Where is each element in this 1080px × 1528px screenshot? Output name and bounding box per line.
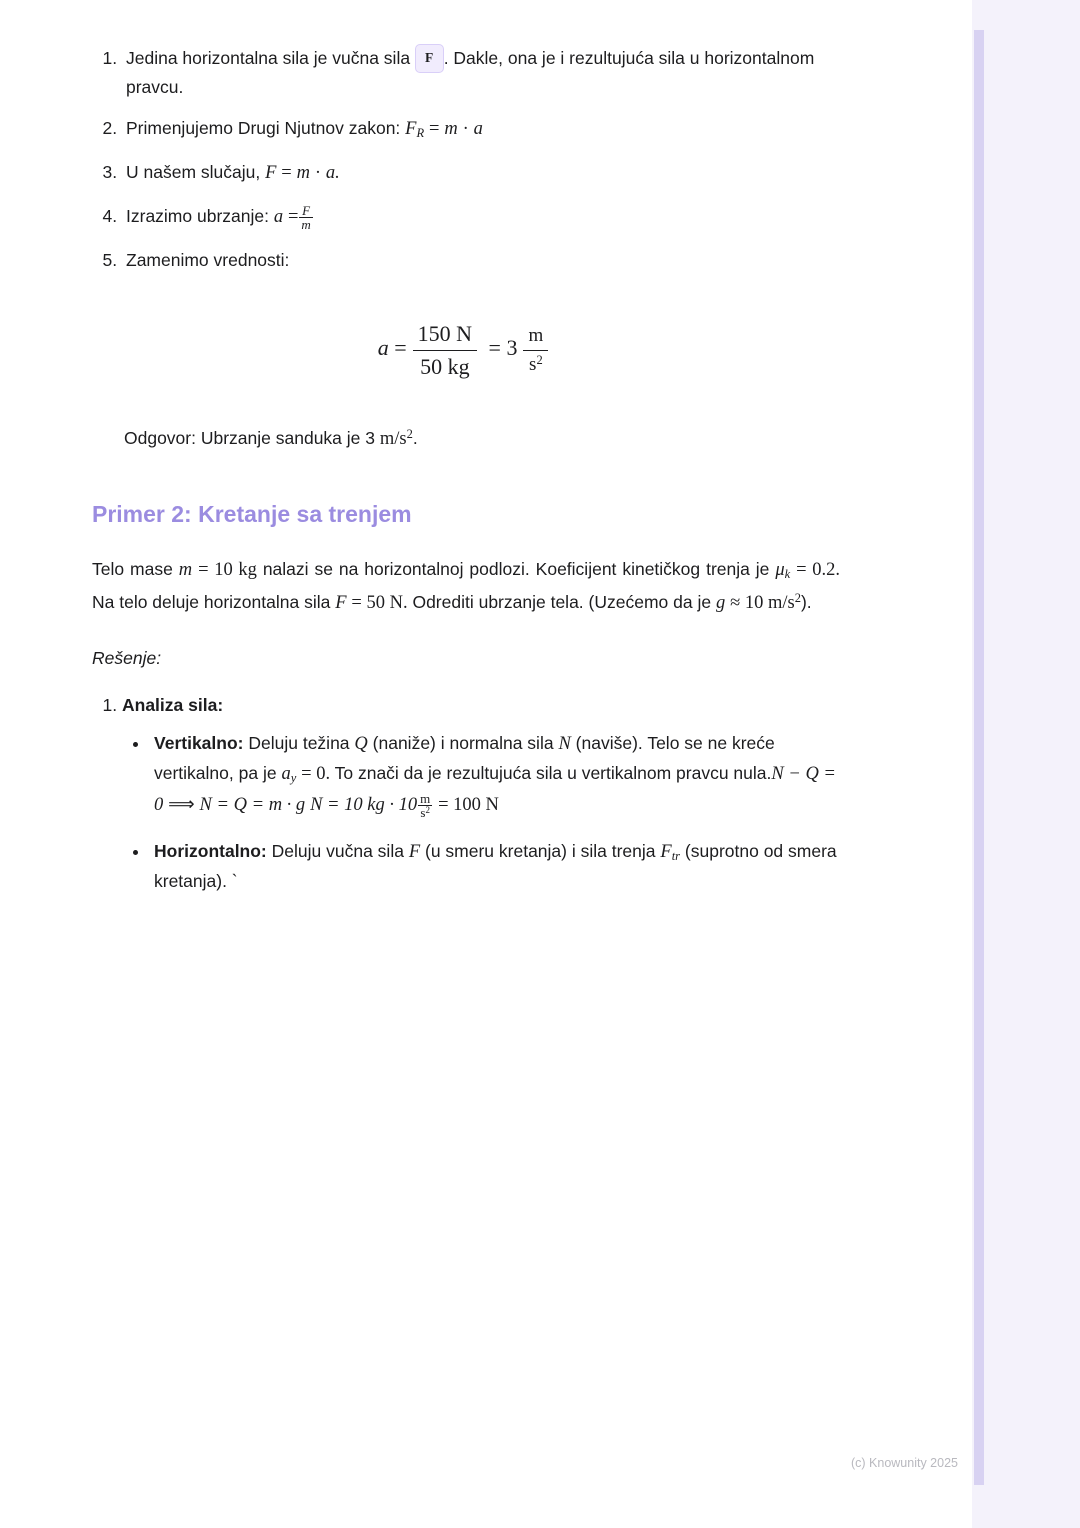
- equation-N-minus-Q: N − Q = 0: [154, 764, 836, 816]
- problem-text-4: Odrediti ubrzanje tela. (Uzećemo da je: [412, 591, 712, 612]
- var-a-subscript: y: [290, 771, 297, 786]
- step-5-lead: Izrazimo ubrzanje:: [126, 206, 269, 227]
- bullet-horizontal-text-3: (suprotno od smera kretanja). `: [154, 840, 837, 892]
- fraction-denominator-base: s: [420, 805, 426, 821]
- equation-N-numeric: N = 10 kg · 10: [310, 795, 418, 816]
- formula-m: m: [444, 119, 458, 140]
- var-a: a: [281, 764, 291, 785]
- analysis-list: [92, 691, 840, 897]
- analysis-item-label: Analiza sila:: [122, 694, 224, 715]
- force-variable-chip: F: [415, 44, 444, 73]
- fraction-numerator: m: [523, 324, 548, 351]
- page-edge-strip: [972, 0, 1080, 1528]
- fraction-denominator-exponent: 2: [536, 352, 543, 367]
- step-item-2: [122, 44, 840, 101]
- answer-label: Odgovor: Ubrzanje sanduka je 3: [124, 428, 375, 449]
- fraction-numerator: F: [299, 204, 312, 219]
- equation-equals-1: =: [394, 335, 407, 361]
- formula-a: a.: [325, 163, 340, 184]
- equation-coefficient: 3: [506, 335, 518, 361]
- problem-statement: [92, 554, 840, 620]
- formula-equals: =: [287, 207, 299, 228]
- display-equation: [92, 320, 840, 380]
- document-content: [92, 44, 840, 913]
- fraction-denominator: 50 kg: [420, 353, 470, 379]
- footer-credit: (c) Knowunity 2025: [850, 1456, 958, 1470]
- problem-val-g-exponent: 2: [794, 590, 801, 605]
- problem-val-F: = 50 N.: [351, 592, 408, 613]
- formula-a: a: [473, 119, 483, 140]
- fraction-m-over-s2: [523, 324, 548, 377]
- equation-lhs: a: [377, 335, 389, 361]
- bullet-vertical-label: Vertikalno:: [154, 732, 244, 753]
- formula-dot: ·: [462, 119, 469, 140]
- bullet-vertical-text-2: (naniže) i normalna sila: [372, 732, 554, 753]
- formula-F: F: [405, 119, 417, 140]
- solution-label: Rešenje:: [92, 647, 162, 668]
- fraction-numerator: m: [420, 790, 431, 806]
- step-item-5: [122, 202, 840, 233]
- problem-var-g: g: [715, 592, 726, 613]
- var-F: F: [408, 841, 421, 862]
- formula-F-subscript: R: [416, 126, 425, 141]
- step-item-4: [122, 158, 840, 189]
- fraction-denominator-exponent: 2: [425, 805, 430, 816]
- implies-symbol: ⟹: [168, 795, 195, 816]
- var-F-friction-subscript: tr: [671, 848, 681, 863]
- section-title: Primer 2: Kretanje sa trenjem: [92, 501, 412, 528]
- bullet-vertical: [150, 729, 840, 821]
- problem-val-m: = 10 kg: [198, 560, 257, 581]
- analysis-bullets: [122, 729, 840, 897]
- var-a-value: = 0.: [301, 764, 331, 785]
- bullet-horizontal-text-1: Deluju vučna sila: [271, 840, 404, 861]
- step-item-3: [122, 114, 840, 145]
- equation-equals-2: =: [488, 335, 501, 361]
- equation-N-result: = 100 N: [438, 795, 499, 816]
- problem-text-2: nalazi se na horizontalnoj podlozi. Koeficijent kinetičkog trenja je: [262, 559, 770, 580]
- fraction-denominator: m: [301, 217, 311, 233]
- fraction-denominator: [418, 806, 432, 820]
- formula-equals: =: [429, 119, 440, 140]
- step-item-6: [122, 246, 840, 274]
- problem-text-5: ).: [800, 591, 812, 612]
- fraction-denominator-base: s: [529, 353, 537, 375]
- answer-unit: m/s: [379, 429, 407, 450]
- equation-N-equals-Q: N = Q = m · g: [199, 795, 306, 816]
- page-accent-bar: [974, 30, 984, 1485]
- problem-text-1: Telo mase: [92, 559, 173, 580]
- problem-var-mu: μ: [775, 560, 785, 581]
- formula-equals: =: [281, 163, 292, 184]
- formula-m: m: [296, 163, 310, 184]
- var-Q: Q: [354, 733, 368, 754]
- analysis-item-forces: [122, 691, 840, 897]
- step-2-tail: . Dakle, ona je i rezultujuća sila u horizontalnom pravcu.: [126, 48, 815, 97]
- problem-val-mu: = 0.2.: [796, 560, 841, 581]
- problem-text-3: Na telo deluje horizontalna sila: [92, 591, 331, 612]
- problem-var-m: m: [178, 560, 193, 581]
- bullet-vertical-text-1: Deluju težina: [248, 732, 350, 753]
- answer-period: .: [412, 428, 418, 449]
- bullet-horizontal-text-2: (u smeru kretanja) i sila trenja: [425, 840, 656, 861]
- fraction-150N-over-50kg: [413, 320, 477, 380]
- var-F-friction: F: [660, 841, 672, 862]
- problem-var-mu-subscript: k: [784, 567, 791, 582]
- answer-line: [124, 424, 840, 455]
- fraction-denominator: [523, 351, 548, 377]
- fraction-numerator: 150 N: [413, 320, 477, 351]
- step-2-lead: Jedina horizontalna sila je vučna sila: [126, 48, 411, 68]
- bullet-vertical-text-4: To znači da je rezultujuća sila u vertikalnom pravcu nula.: [334, 763, 772, 784]
- bullet-vertical-text-3: (naviše). Telo se ne kreće vertikalno, pa je: [154, 732, 775, 784]
- fraction-F-over-m: [299, 204, 312, 232]
- step-6-lead: Zamenimo vrednosti:: [126, 250, 290, 271]
- step-4-lead: U našem slučaju,: [126, 162, 261, 183]
- bullet-horizontal-label: Horizontalno:: [154, 840, 267, 861]
- var-N: N: [558, 733, 571, 754]
- answer-unit-exponent: 2: [406, 427, 413, 442]
- steps-list: [92, 44, 840, 274]
- formula-a: a: [273, 207, 284, 228]
- step-3-lead: Primenjujemo Drugi Njutnov zakon:: [126, 118, 401, 139]
- fraction-m-over-s2-inline: [418, 792, 432, 820]
- formula-dot: ·: [314, 163, 322, 184]
- bullet-horizontal: [150, 837, 840, 897]
- formula-F: F: [265, 163, 277, 184]
- problem-val-g: ≈ 10 m/s: [730, 592, 795, 613]
- problem-var-F: F: [335, 592, 347, 613]
